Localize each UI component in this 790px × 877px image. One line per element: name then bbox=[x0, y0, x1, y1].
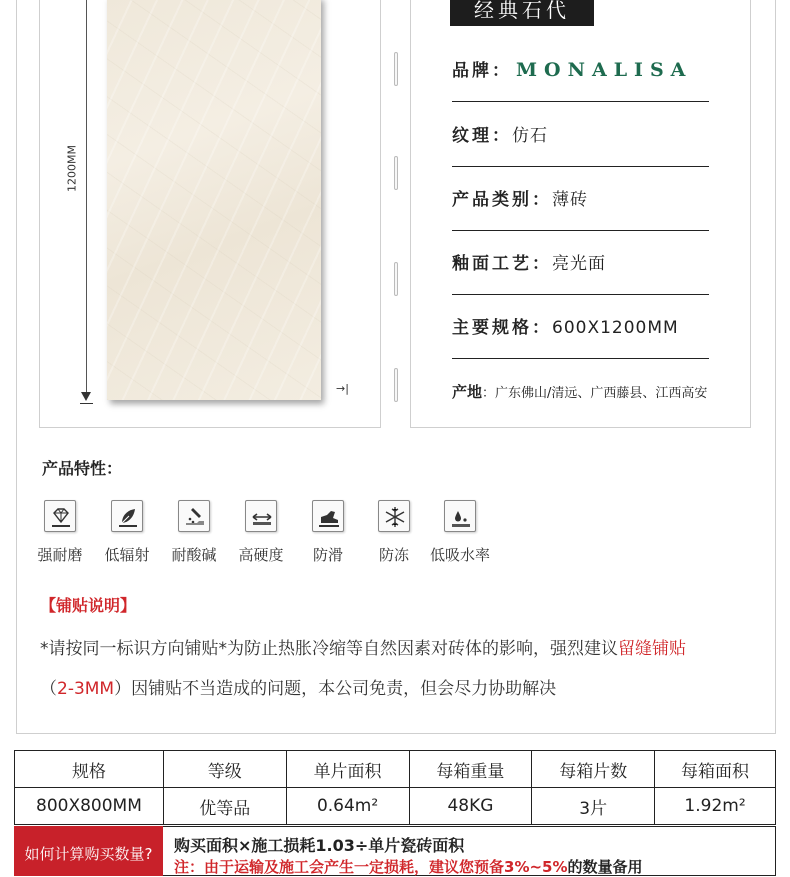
leaf-icon bbox=[111, 500, 143, 532]
install-note-text: ）因铺贴不当造成的问题，本公司免责，但会尽力协助解决 bbox=[114, 679, 557, 699]
feature-item bbox=[156, 500, 232, 565]
table-header-cell: 规格 bbox=[15, 751, 164, 788]
table-cell: 优等品 bbox=[163, 788, 286, 825]
spec-texture-value: 仿石 bbox=[512, 126, 548, 146]
feature-label: 强耐磨 bbox=[37, 546, 83, 564]
spec-size-label: 主要规格： bbox=[452, 318, 552, 338]
spec-category-label: 产品类别： bbox=[452, 190, 552, 210]
install-note-highlight: 留缝铺贴 bbox=[618, 639, 686, 659]
purchase-calc-formula: 购买面积×施工损耗1.03÷单片瓷砖面积 bbox=[174, 836, 465, 855]
table-header-cell: 每箱重量 bbox=[409, 751, 532, 788]
install-note-text: *请按同一标识方向铺贴*为防止热胀冷缩等自然因素对砖体的影响，强烈建议 bbox=[40, 639, 618, 659]
anti-slip-shoe-icon bbox=[312, 500, 344, 532]
feature-item bbox=[22, 500, 98, 565]
table-cell: 800X800MM bbox=[15, 788, 164, 825]
spec-category bbox=[452, 185, 709, 231]
feature-label: 耐酸碱 bbox=[171, 546, 217, 564]
table-row bbox=[15, 788, 776, 825]
table-cell: 48KG bbox=[409, 788, 532, 825]
table-header-cell: 每箱片数 bbox=[532, 751, 655, 788]
table-header-cell: 单片面积 bbox=[286, 751, 409, 788]
install-note-text: （ bbox=[40, 679, 57, 699]
spec-glaze-label: 釉面工艺： bbox=[452, 254, 552, 274]
dimension-end-bar bbox=[80, 403, 93, 404]
spec-texture-label: 纹理： bbox=[452, 126, 512, 146]
spec-texture bbox=[452, 121, 709, 167]
install-note-line bbox=[40, 634, 686, 659]
feature-label: 防冻 bbox=[378, 546, 409, 564]
separator-rail bbox=[394, 52, 398, 86]
feature-label: 防滑 bbox=[312, 546, 343, 564]
spec-category-value: 薄砖 bbox=[552, 190, 588, 210]
spec-size bbox=[452, 313, 709, 359]
table-header-row bbox=[15, 751, 776, 788]
series-title: 经典石代 bbox=[450, 0, 594, 26]
spec-origin-value: ：广东佛山/清远、广西藤县、江西高安 bbox=[482, 386, 708, 401]
dimension-end-arrow-icon: →| bbox=[336, 382, 349, 395]
install-notes-title: 【铺贴说明】 bbox=[40, 596, 137, 615]
spec-glaze bbox=[452, 249, 709, 295]
feature-item bbox=[422, 500, 498, 565]
separator-rail bbox=[394, 156, 398, 190]
table-header-cell: 每箱面积 bbox=[655, 751, 776, 788]
spec-size-value: 600X1200MM bbox=[552, 318, 679, 338]
feature-label: 低吸水率 bbox=[429, 546, 490, 564]
spec-brand-label: 品牌： bbox=[452, 61, 512, 81]
dimension-arrow-icon bbox=[81, 392, 91, 401]
install-note-line bbox=[40, 674, 556, 699]
feature-item bbox=[356, 500, 432, 565]
feature-item bbox=[223, 500, 299, 565]
spec-table bbox=[14, 750, 776, 825]
water-drop-icon bbox=[444, 500, 476, 532]
purchase-calc-label: 如何计算购买数量? bbox=[14, 826, 163, 876]
table-cell: 0.64m² bbox=[286, 788, 409, 825]
purchase-calc-note bbox=[174, 856, 643, 877]
table-cell: 1.92m² bbox=[655, 788, 776, 825]
brand-logo: MONALISA bbox=[516, 59, 693, 81]
spec-glaze-value: 亮光面 bbox=[552, 254, 606, 274]
purchase-calc-note-text: 注：由于运输及施工会产生一定损耗，建议您预备 bbox=[174, 858, 505, 876]
spec-origin-label: 产地 bbox=[452, 383, 483, 401]
dimension-line bbox=[86, 0, 87, 392]
diamond-icon bbox=[44, 500, 76, 532]
table-cell: 3片 bbox=[532, 788, 655, 825]
snowflake-icon bbox=[378, 500, 410, 532]
features-title: 产品特性： bbox=[42, 459, 123, 478]
acid-icon bbox=[178, 500, 210, 532]
spec-brand bbox=[452, 56, 709, 102]
install-note-highlight: 2-3MM bbox=[57, 679, 115, 699]
feature-item bbox=[290, 500, 366, 565]
table-header-cell: 等级 bbox=[163, 751, 286, 788]
dimension-label: 1200MM bbox=[65, 145, 79, 192]
feature-item bbox=[89, 500, 165, 565]
feature-label: 高硬度 bbox=[238, 546, 284, 564]
separator-rail bbox=[394, 262, 398, 296]
purchase-calc-note-highlight: 3%~5% bbox=[504, 858, 568, 876]
tile-image bbox=[107, 0, 321, 400]
purchase-calc-note-text: 的数量备用 bbox=[567, 858, 643, 876]
spec-origin bbox=[452, 381, 707, 402]
separator-rail bbox=[394, 368, 398, 402]
hardness-arrows-icon bbox=[245, 500, 277, 532]
feature-label: 低辐射 bbox=[104, 546, 150, 564]
